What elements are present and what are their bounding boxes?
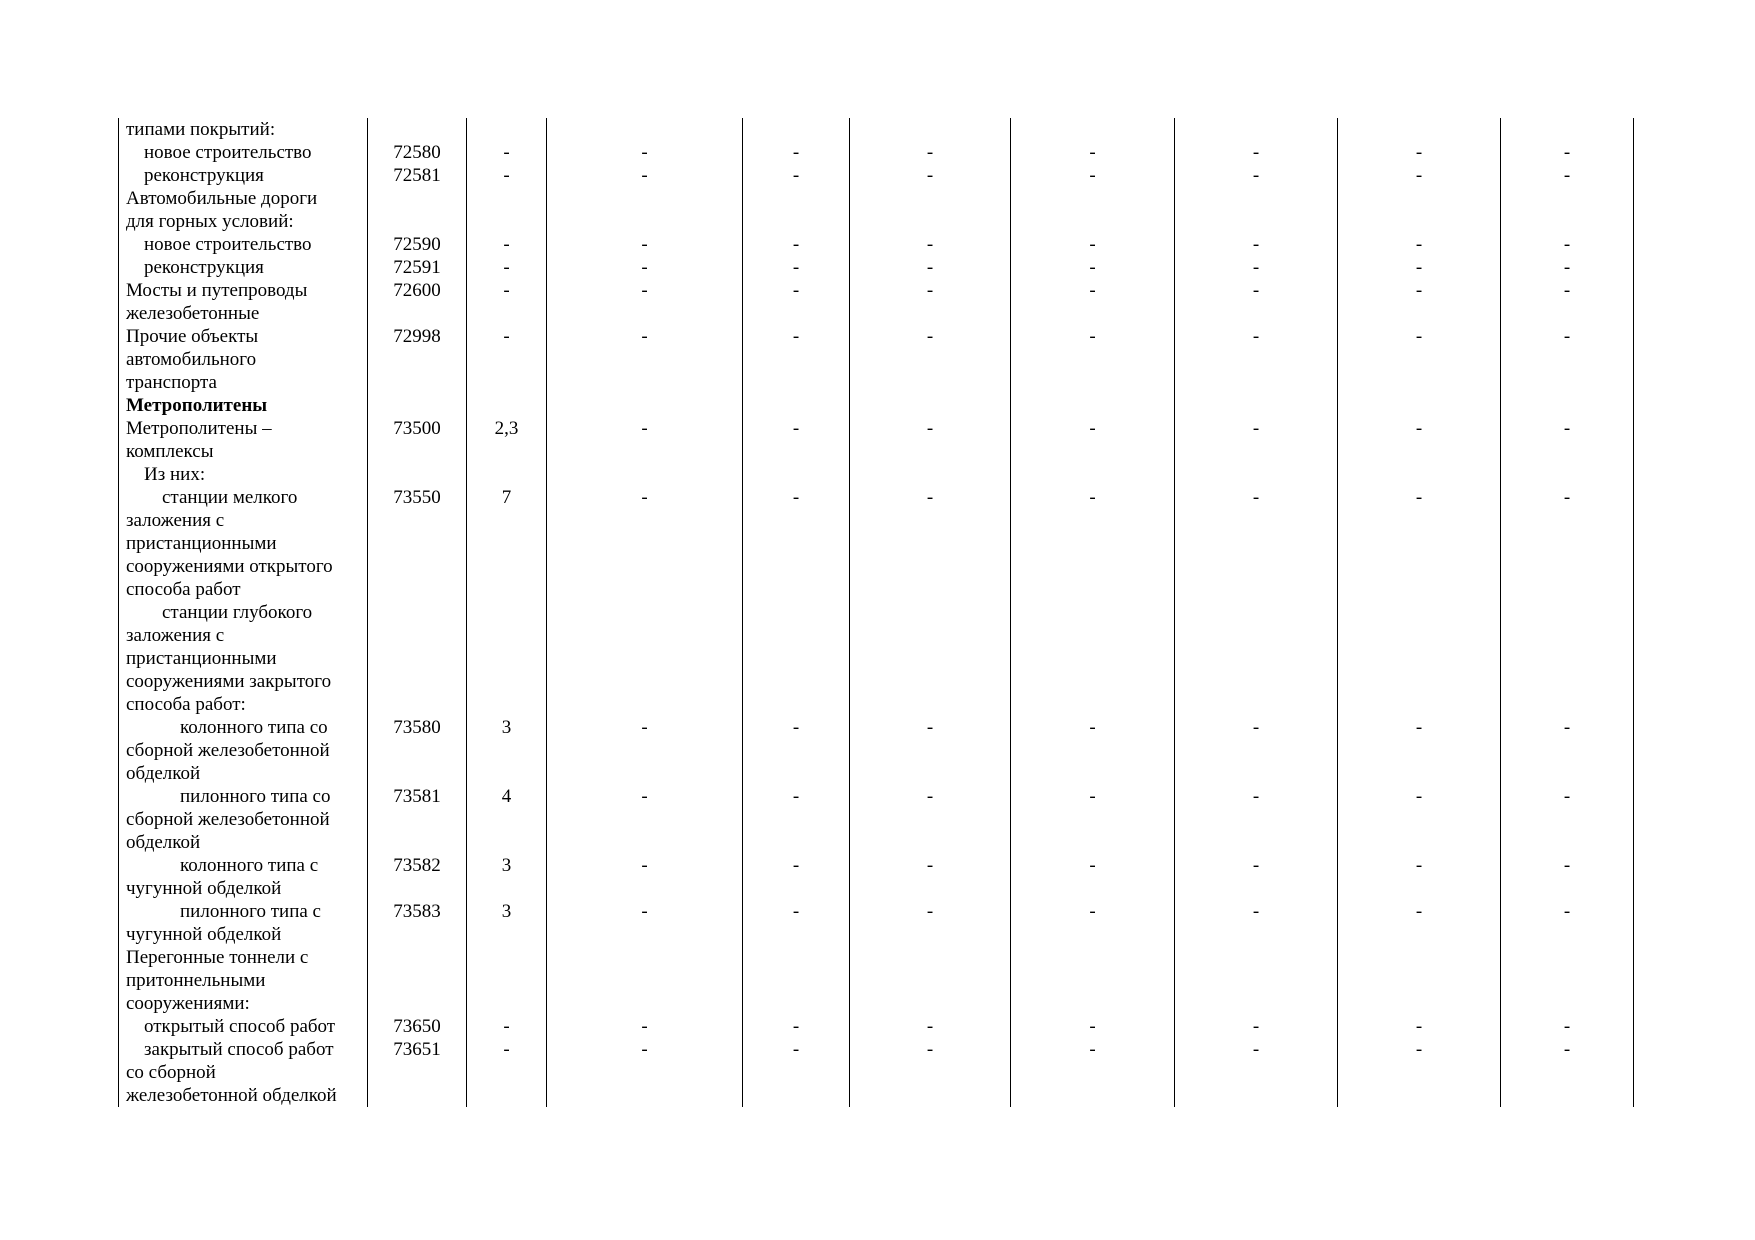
row-value-cell-4: -	[850, 1038, 1011, 1107]
row-value-cell-6	[1175, 118, 1338, 141]
row-value-cell-5: -	[1011, 1015, 1175, 1038]
row-value-cell-3	[743, 601, 850, 716]
row-value-cell-7	[1338, 946, 1501, 1015]
row-value-cell-1: -	[467, 279, 547, 325]
row-value-cell-7: -	[1338, 854, 1501, 900]
row-name-cell	[119, 486, 368, 601]
row-name-cell	[119, 854, 368, 900]
row-name-line: обделкой	[126, 832, 201, 853]
row-value-cell-4: -	[850, 141, 1011, 164]
row-value-cell-4: -	[850, 233, 1011, 256]
row-name-cell	[119, 1038, 368, 1107]
table-row	[119, 601, 1634, 716]
row-name-cell	[119, 279, 368, 325]
row-name-cell	[119, 394, 368, 417]
row-value-cell-7: -	[1338, 141, 1501, 164]
row-code-cell: 73580	[368, 716, 467, 785]
row-name-cell	[119, 716, 368, 785]
row-value-cell-1: -	[467, 233, 547, 256]
row-value-cell-3	[743, 394, 850, 417]
row-name-line: автомобильного	[126, 349, 257, 370]
row-value-cell-4	[850, 463, 1011, 486]
row-name-line: реконструкция	[144, 257, 264, 278]
row-value-cell-1: -	[467, 256, 547, 279]
row-name-line: Мосты и путепроводы	[126, 280, 308, 301]
row-value-cell-6: -	[1175, 785, 1338, 854]
row-value-cell-4: -	[850, 854, 1011, 900]
row-value-cell-6: -	[1175, 325, 1338, 394]
row-name-line: типами покрытий:	[126, 119, 276, 140]
row-value-cell-6: -	[1175, 1038, 1338, 1107]
row-value-cell-6: -	[1175, 141, 1338, 164]
row-name-line: Автомобильные дороги	[126, 188, 318, 209]
row-value-cell-2: -	[547, 854, 743, 900]
row-code-cell: 72580	[368, 141, 467, 164]
row-name-line: сооружениями закрытого	[126, 671, 332, 692]
row-name-cell	[119, 417, 368, 463]
row-name-line: колонного типа с	[180, 855, 319, 876]
row-value-cell-7: -	[1338, 1038, 1501, 1107]
row-value-cell-5	[1011, 463, 1175, 486]
row-value-cell-7: -	[1338, 325, 1501, 394]
row-value-cell-5	[1011, 946, 1175, 1015]
row-value-cell-4	[850, 187, 1011, 233]
table-row	[119, 854, 1634, 900]
row-value-cell-5: -	[1011, 417, 1175, 463]
row-name-line: пристанционными	[126, 533, 277, 554]
row-name-line: Прочие объекты	[126, 326, 259, 347]
table-row	[119, 463, 1634, 486]
row-name-line: сборной железобетонной	[126, 740, 330, 761]
table-row	[119, 417, 1634, 463]
row-name-line: способа работ	[126, 579, 241, 600]
row-value-cell-1: -	[467, 325, 547, 394]
row-code-cell: 73550	[368, 486, 467, 601]
row-value-cell-2: -	[547, 141, 743, 164]
row-value-cell-5: -	[1011, 1038, 1175, 1107]
row-name-cell	[119, 187, 368, 233]
row-name-line: для горных условий:	[126, 211, 294, 232]
row-value-cell-7: -	[1338, 900, 1501, 946]
row-value-cell-4: -	[850, 279, 1011, 325]
row-value-cell-2	[547, 118, 743, 141]
row-value-cell-7	[1338, 187, 1501, 233]
row-value-cell-5	[1011, 118, 1175, 141]
row-value-cell-5: -	[1011, 716, 1175, 785]
row-value-cell-8	[1501, 463, 1634, 486]
row-name-line: заложения с	[126, 625, 225, 646]
row-value-cell-5: -	[1011, 325, 1175, 394]
row-value-cell-8: -	[1501, 417, 1634, 463]
row-value-cell-4: -	[850, 164, 1011, 187]
row-name-line: колонного типа со	[180, 717, 328, 738]
row-value-cell-3: -	[743, 233, 850, 256]
row-value-cell-4	[850, 118, 1011, 141]
row-value-cell-1: 4	[467, 785, 547, 854]
row-value-cell-7: -	[1338, 233, 1501, 256]
row-value-cell-6: -	[1175, 164, 1338, 187]
row-name-line: пристанционными	[126, 648, 277, 669]
row-value-cell-8: -	[1501, 785, 1634, 854]
row-value-cell-8: -	[1501, 164, 1634, 187]
row-value-cell-3: -	[743, 785, 850, 854]
row-value-cell-3: -	[743, 417, 850, 463]
row-value-cell-6: -	[1175, 854, 1338, 900]
row-value-cell-6: -	[1175, 233, 1338, 256]
row-value-cell-7	[1338, 463, 1501, 486]
table-body	[119, 118, 1634, 1107]
row-value-cell-4	[850, 601, 1011, 716]
row-value-cell-1	[467, 601, 547, 716]
row-value-cell-3	[743, 463, 850, 486]
row-value-cell-3: -	[743, 141, 850, 164]
row-value-cell-2: -	[547, 256, 743, 279]
row-code-cell: 73581	[368, 785, 467, 854]
row-value-cell-6: -	[1175, 279, 1338, 325]
row-value-cell-1: -	[467, 141, 547, 164]
row-name-cell	[119, 256, 368, 279]
row-value-cell-2: -	[547, 785, 743, 854]
row-value-cell-8	[1501, 187, 1634, 233]
row-value-cell-1: -	[467, 164, 547, 187]
row-name-line: сооружениями:	[126, 993, 250, 1014]
row-name-line: Метрополитены –	[126, 418, 272, 439]
row-code-cell: 72590	[368, 233, 467, 256]
row-code-cell	[368, 463, 467, 486]
row-value-cell-7	[1338, 118, 1501, 141]
row-value-cell-5: -	[1011, 900, 1175, 946]
row-name-cell	[119, 164, 368, 187]
row-code-cell	[368, 187, 467, 233]
row-value-cell-8: -	[1501, 1015, 1634, 1038]
row-name-line: станции мелкого	[162, 487, 298, 508]
row-name-line: сборной железобетонной	[126, 809, 330, 830]
row-value-cell-8: -	[1501, 854, 1634, 900]
row-code-cell: 72998	[368, 325, 467, 394]
row-value-cell-8: -	[1501, 716, 1634, 785]
row-name-line: притоннельными	[126, 970, 266, 991]
row-value-cell-2: -	[547, 900, 743, 946]
row-value-cell-5	[1011, 394, 1175, 417]
row-value-cell-8: -	[1501, 900, 1634, 946]
row-value-cell-1	[467, 946, 547, 1015]
row-value-cell-6: -	[1175, 486, 1338, 601]
row-name-cell	[119, 1015, 368, 1038]
row-value-cell-3: -	[743, 716, 850, 785]
row-code-cell: 72600	[368, 279, 467, 325]
row-value-cell-8	[1501, 946, 1634, 1015]
row-value-cell-7: -	[1338, 279, 1501, 325]
row-value-cell-2	[547, 601, 743, 716]
row-value-cell-2: -	[547, 325, 743, 394]
row-value-cell-8	[1501, 118, 1634, 141]
row-name-cell	[119, 118, 368, 141]
row-value-cell-7: -	[1338, 256, 1501, 279]
row-value-cell-7: -	[1338, 417, 1501, 463]
table-row	[119, 279, 1634, 325]
row-value-cell-3	[743, 187, 850, 233]
row-code-cell: 73582	[368, 854, 467, 900]
row-value-cell-7	[1338, 601, 1501, 716]
row-value-cell-5: -	[1011, 233, 1175, 256]
row-value-cell-8: -	[1501, 486, 1634, 601]
row-value-cell-5: -	[1011, 256, 1175, 279]
row-name-line: открытый способ работ	[144, 1016, 336, 1037]
row-value-cell-5: -	[1011, 279, 1175, 325]
row-value-cell-3	[743, 118, 850, 141]
row-value-cell-4: -	[850, 1015, 1011, 1038]
row-value-cell-6	[1175, 946, 1338, 1015]
row-value-cell-1	[467, 187, 547, 233]
row-value-cell-4	[850, 394, 1011, 417]
section-heading-row	[119, 394, 1634, 417]
row-name-cell	[119, 463, 368, 486]
row-value-cell-3	[743, 946, 850, 1015]
row-name-line: со сборной	[126, 1062, 216, 1083]
row-value-cell-4: -	[850, 417, 1011, 463]
row-value-cell-6	[1175, 463, 1338, 486]
row-value-cell-3: -	[743, 854, 850, 900]
row-value-cell-2: -	[547, 233, 743, 256]
row-name-cell	[119, 601, 368, 716]
row-code-cell: 72581	[368, 164, 467, 187]
row-name-line: новое строительство	[144, 234, 312, 255]
table-row	[119, 187, 1634, 233]
row-name-cell	[119, 946, 368, 1015]
row-value-cell-5	[1011, 187, 1175, 233]
row-name-line: чугунной обделкой	[126, 924, 282, 945]
row-code-cell: 73500	[368, 417, 467, 463]
row-value-cell-4: -	[850, 716, 1011, 785]
row-value-cell-4: -	[850, 325, 1011, 394]
table-row	[119, 141, 1634, 164]
row-value-cell-8	[1501, 394, 1634, 417]
row-value-cell-2: -	[547, 417, 743, 463]
row-name-cell	[119, 325, 368, 394]
table-row	[119, 1038, 1634, 1107]
row-name-line: Метрополитены	[126, 395, 268, 416]
row-value-cell-1: 3	[467, 900, 547, 946]
row-name-cell	[119, 233, 368, 256]
row-value-cell-4: -	[850, 900, 1011, 946]
row-code-cell: 73650	[368, 1015, 467, 1038]
row-value-cell-7: -	[1338, 1015, 1501, 1038]
row-value-cell-6: -	[1175, 716, 1338, 785]
table-row	[119, 164, 1634, 187]
row-value-cell-4	[850, 946, 1011, 1015]
row-value-cell-8: -	[1501, 256, 1634, 279]
row-value-cell-2: -	[547, 486, 743, 601]
row-value-cell-2: -	[547, 279, 743, 325]
row-value-cell-2: -	[547, 164, 743, 187]
row-value-cell-8: -	[1501, 279, 1634, 325]
row-value-cell-2	[547, 946, 743, 1015]
row-value-cell-3: -	[743, 279, 850, 325]
row-name-line: Из них:	[144, 464, 206, 485]
row-value-cell-5: -	[1011, 141, 1175, 164]
data-table	[118, 118, 1634, 1107]
row-value-cell-5	[1011, 601, 1175, 716]
row-value-cell-5: -	[1011, 854, 1175, 900]
row-value-cell-4: -	[850, 486, 1011, 601]
row-name-line: новое строительство	[144, 142, 312, 163]
table-row	[119, 946, 1634, 1015]
row-value-cell-6	[1175, 187, 1338, 233]
row-value-cell-1	[467, 118, 547, 141]
row-value-cell-5: -	[1011, 164, 1175, 187]
row-value-cell-1: 3	[467, 854, 547, 900]
row-code-cell	[368, 601, 467, 716]
row-value-cell-8	[1501, 601, 1634, 716]
row-value-cell-1: 7	[467, 486, 547, 601]
row-code-cell: 73583	[368, 900, 467, 946]
row-value-cell-1: 2,3	[467, 417, 547, 463]
row-name-cell	[119, 785, 368, 854]
row-value-cell-7	[1338, 394, 1501, 417]
table-row	[119, 256, 1634, 279]
row-name-line: закрытый способ работ	[144, 1039, 334, 1060]
row-code-cell	[368, 118, 467, 141]
row-name-cell	[119, 141, 368, 164]
row-value-cell-1	[467, 394, 547, 417]
row-value-cell-7: -	[1338, 716, 1501, 785]
row-value-cell-5: -	[1011, 486, 1175, 601]
row-name-line: транспорта	[126, 372, 217, 393]
row-value-cell-8: -	[1501, 141, 1634, 164]
row-value-cell-3: -	[743, 1015, 850, 1038]
table-row	[119, 233, 1634, 256]
row-code-cell: 72591	[368, 256, 467, 279]
row-value-cell-6	[1175, 601, 1338, 716]
row-value-cell-6: -	[1175, 900, 1338, 946]
row-value-cell-3: -	[743, 164, 850, 187]
row-value-cell-6: -	[1175, 417, 1338, 463]
row-name-cell	[119, 900, 368, 946]
row-name-line: сооружениями открытого	[126, 556, 333, 577]
row-name-line: железобетонные	[126, 303, 260, 324]
row-value-cell-1: -	[467, 1015, 547, 1038]
row-name-line: железобетонной обделкой	[126, 1085, 337, 1106]
row-value-cell-6: -	[1175, 1015, 1338, 1038]
row-value-cell-8: -	[1501, 325, 1634, 394]
row-code-cell: 73651	[368, 1038, 467, 1107]
row-value-cell-6: -	[1175, 256, 1338, 279]
row-value-cell-2	[547, 463, 743, 486]
row-value-cell-7: -	[1338, 164, 1501, 187]
row-value-cell-1: 3	[467, 716, 547, 785]
row-value-cell-1: -	[467, 1038, 547, 1107]
row-value-cell-4: -	[850, 256, 1011, 279]
table-row	[119, 1015, 1634, 1038]
row-value-cell-7: -	[1338, 486, 1501, 601]
row-value-cell-2: -	[547, 1015, 743, 1038]
row-value-cell-2	[547, 394, 743, 417]
row-value-cell-8: -	[1501, 1038, 1634, 1107]
row-name-line: пилонного типа с	[180, 901, 321, 922]
table-row	[119, 118, 1634, 141]
table-row	[119, 785, 1634, 854]
row-name-line: Перегонные тоннели с	[126, 947, 309, 968]
row-value-cell-7: -	[1338, 785, 1501, 854]
row-value-cell-8: -	[1501, 233, 1634, 256]
row-name-line: реконструкция	[144, 165, 264, 186]
row-value-cell-2	[547, 187, 743, 233]
row-name-line: способа работ:	[126, 694, 246, 715]
row-code-cell	[368, 394, 467, 417]
row-value-cell-4: -	[850, 785, 1011, 854]
row-code-cell	[368, 946, 467, 1015]
table-row	[119, 716, 1634, 785]
row-name-line: обделкой	[126, 763, 201, 784]
row-name-line: пилонного типа со	[180, 786, 331, 807]
table-row	[119, 900, 1634, 946]
row-name-line: чугунной обделкой	[126, 878, 282, 899]
row-value-cell-3: -	[743, 256, 850, 279]
row-value-cell-1	[467, 463, 547, 486]
row-name-line: станции глубокого	[162, 602, 313, 623]
row-name-line: заложения с	[126, 510, 225, 531]
row-value-cell-3: -	[743, 900, 850, 946]
row-value-cell-3: -	[743, 1038, 850, 1107]
row-value-cell-3: -	[743, 325, 850, 394]
row-value-cell-2: -	[547, 1038, 743, 1107]
table-row	[119, 486, 1634, 601]
table-row	[119, 325, 1634, 394]
row-name-line: комплексы	[126, 441, 214, 462]
row-value-cell-5: -	[1011, 785, 1175, 854]
row-value-cell-3: -	[743, 486, 850, 601]
row-value-cell-2: -	[547, 716, 743, 785]
row-value-cell-6	[1175, 394, 1338, 417]
